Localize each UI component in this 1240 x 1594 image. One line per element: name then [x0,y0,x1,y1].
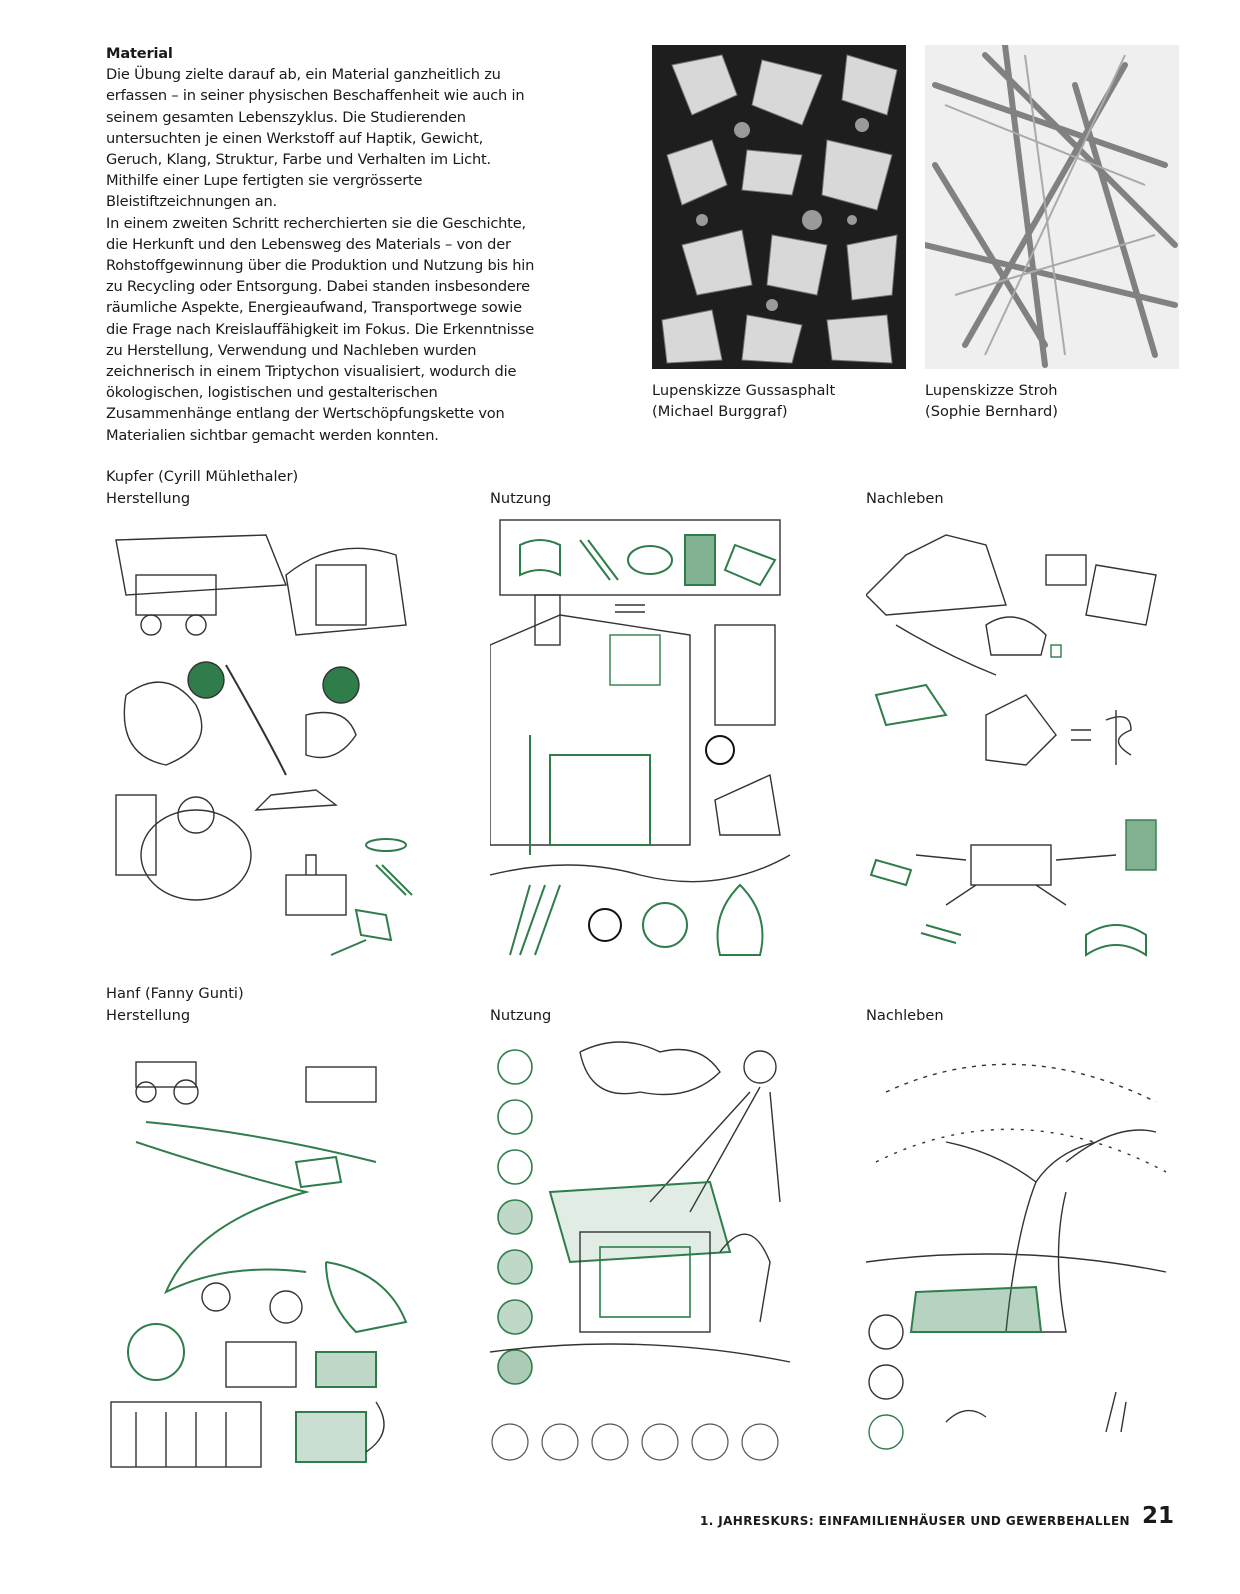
hanf-nutzung-drawing [490,1032,800,1472]
panel-label-nachleben: Nachleben [866,490,944,507]
intro-paragraph-1: Die Übung zielte darauf ab, ein Material ganzheitlich zu erfassen – in seiner physischen Beschaffenheit wie auch in seinem gesamten Lebenszyklus. Die Studierenden untersuchten je einen Werkstoff auf Haptik, Gewicht, Geruch, Klang, Struktur, Farbe und Verhalten im Licht. Mithilfe einer Lupe fertigten sie vergrösserte Bleistiftzeichnungen an. [106,66,525,211]
intro-text [106,43,536,446]
intro-paragraph-2: In einem zweiten Schritt recherchierten sie die Geschichte, die Herkunft und den Lebensweg des Materials – von der Rohstoffgewinnung über die Produktion und Nutzung bis hin zu Recycling oder Entsorgung. Dabei standen insbesondere räumliche Aspekte, Energieaufwand, Transportwege sowie die Frage nach Kreislauffähigkeit im Fokus. Die Erkenntnisse zu Herstellung, Verwendung und Nachleben wurden zeichnerisch in einem Triptychon visualisiert, wodurch die ökologischen, logistischen und gestalterischen Zusammenhänge entlang der Wertschöpfungskette von Materialien sichtbar gemacht werden konnten. [106,214,535,444]
hanf-nachleben-drawing [866,1032,1176,1472]
kupfer-nutzung-drawing [490,515,800,965]
panel-label-nachleben: Nachleben [866,1007,944,1024]
material-title-hanf: Hanf (Fanny Gunti) [106,985,244,1002]
material-title-kupfer: Kupfer (Cyrill Mühlethaler) [106,468,299,485]
straw-sketch-image [925,45,1179,369]
panel-label-herstellung: Herstellung [106,490,191,507]
panel-label-herstellung: Herstellung [106,1007,191,1024]
kupfer-herstellung-drawing [106,515,422,965]
panel-label-nutzung: Nutzung [490,1007,552,1024]
hanf-herstellung-drawing [106,1032,422,1472]
running-footer: 1. JAHRESKURS: EINFAMILIENHÄUSER UND GEWERBEHALLEN [699,1514,1130,1528]
panel-label-nutzung: Nutzung [490,490,552,507]
section-heading: Material [106,45,173,62]
kupfer-nachleben-drawing [866,515,1176,965]
asphalt-caption: Lupenskizze Gussasphalt (Michael Burggraf) [652,382,836,420]
asphalt-sketch-image [652,45,906,369]
straw-caption: Lupenskizze Stroh (Sophie Bernhard) [925,382,1058,420]
page-number: 21 [1141,1503,1174,1529]
